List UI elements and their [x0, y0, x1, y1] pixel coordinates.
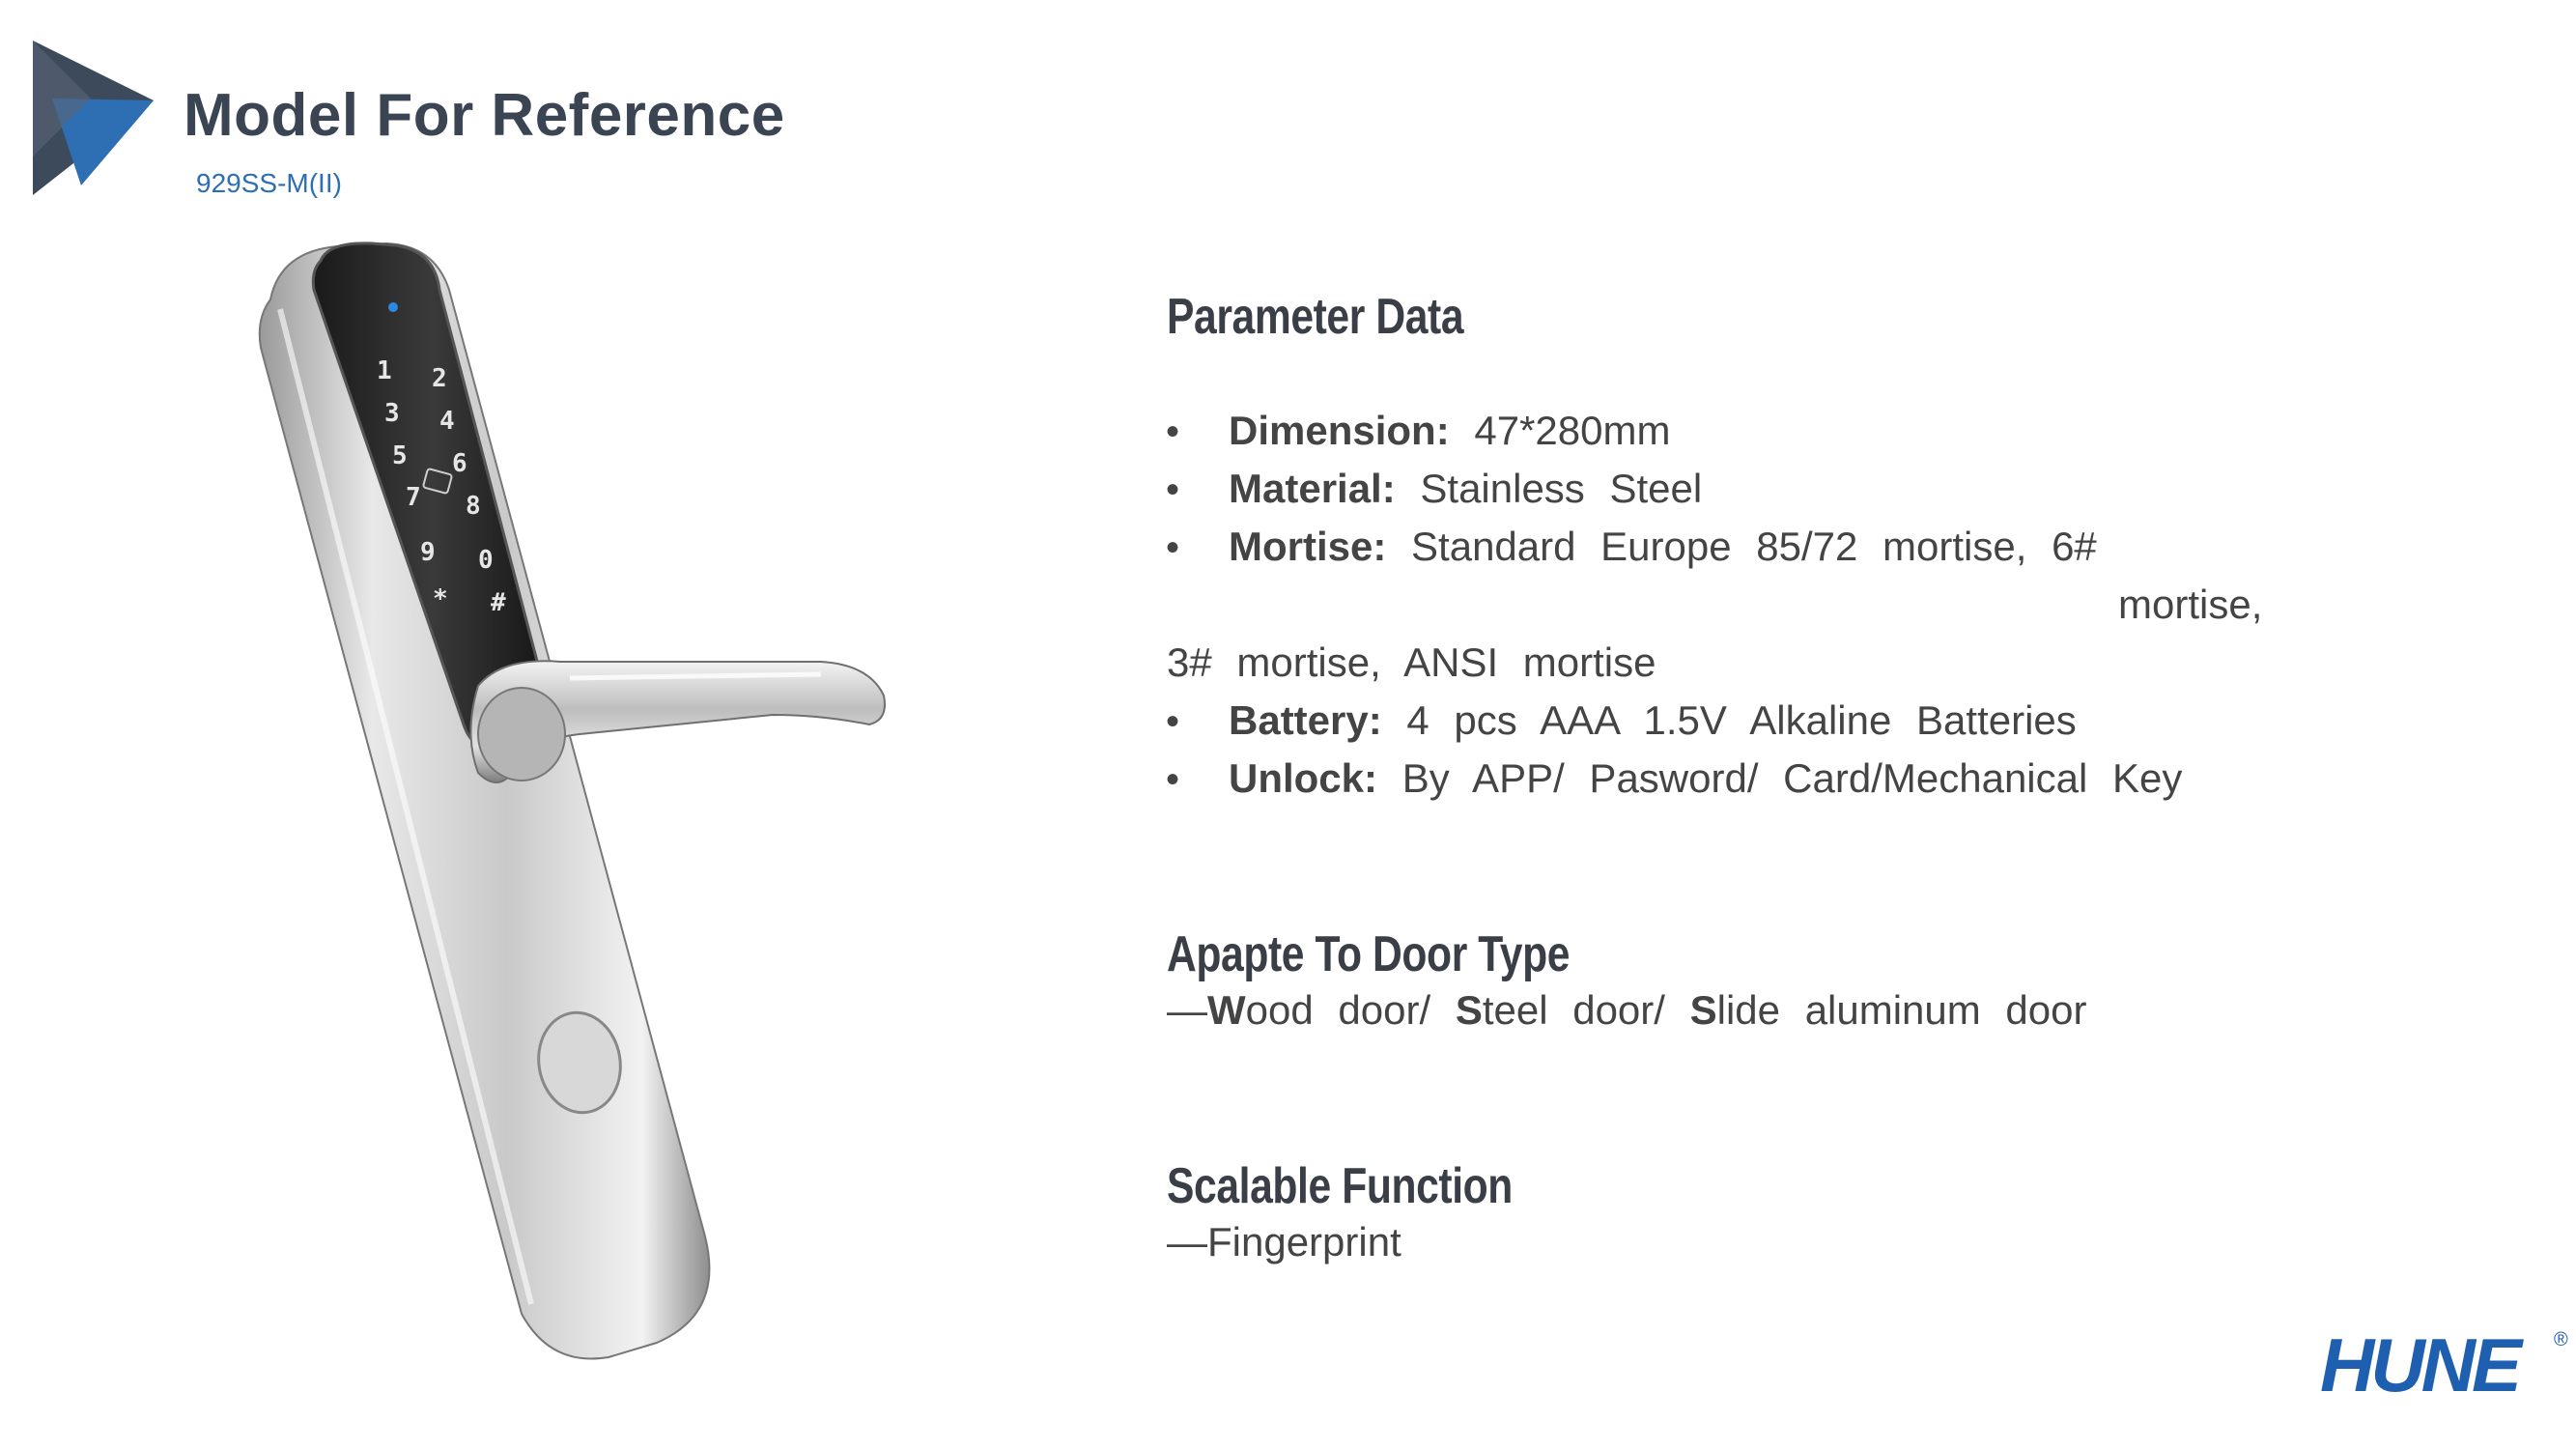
- key-5[interactable]: 5: [392, 441, 408, 470]
- param-value: Standard Europe 85/72 mortise, 6#: [1411, 524, 2097, 569]
- param-battery: [1229, 697, 2077, 744]
- bullet: •: [1166, 526, 1180, 569]
- model-number: 929SS-M(II): [196, 168, 342, 198]
- wood-door: ood door/: [1245, 987, 1431, 1033]
- lock-plate: [260, 243, 710, 1359]
- letter-w: W: [1207, 987, 1246, 1033]
- param-value: Stainless Steel: [1420, 466, 1703, 511]
- dash: —: [1167, 987, 1207, 1033]
- key-9[interactable]: 9: [420, 538, 436, 567]
- lever-handle[interactable]: [471, 661, 886, 782]
- smart-lock-image: [241, 232, 995, 1372]
- param-dimension: [1229, 408, 1670, 454]
- key-2[interactable]: 2: [432, 364, 447, 393]
- brand-name: HUNE: [2320, 1331, 2519, 1401]
- param-label: Battery:: [1229, 697, 1382, 743]
- param-label: Unlock:: [1229, 755, 1378, 801]
- param-label: Material:: [1229, 466, 1396, 511]
- param-label: Mortise:: [1229, 524, 1387, 569]
- key-4[interactable]: 4: [439, 407, 455, 436]
- logo-triangle-icon: [33, 41, 158, 195]
- param-material: [1229, 466, 1702, 512]
- param-unlock: [1229, 755, 2182, 802]
- door-type-heading: Apapte To Door Type: [1167, 926, 1571, 982]
- param-value: 47*280mm: [1474, 408, 1671, 453]
- key-star[interactable]: *: [433, 584, 448, 613]
- steel-door: teel door/: [1482, 987, 1665, 1033]
- hune-logo: [2320, 1331, 2552, 1401]
- bullet: •: [1166, 758, 1180, 801]
- key-3[interactable]: 3: [384, 399, 400, 428]
- param-value: 4 pcs AAA 1.5V Alkaline Batteries: [1406, 697, 2077, 743]
- key-hash[interactable]: #: [491, 588, 506, 617]
- letter-s: S: [1455, 987, 1483, 1033]
- bullet: •: [1166, 700, 1180, 743]
- letter-s: S: [1689, 987, 1717, 1033]
- registered-mark: ®: [2554, 1329, 2568, 1350]
- param-mortise-cont2: 3# mortise, ANSI mortise: [1167, 639, 1656, 685]
- parameter-heading: Parameter Data: [1167, 289, 1464, 345]
- scalable-value: —Fingerprint: [1167, 1219, 1401, 1264]
- bullet: •: [1166, 411, 1180, 453]
- scalable-heading: Scalable Function: [1167, 1158, 1513, 1214]
- bullet: •: [1166, 469, 1180, 511]
- key-8[interactable]: 8: [466, 492, 481, 521]
- key-6[interactable]: 6: [452, 449, 467, 478]
- page-title: Model For Reference: [184, 82, 785, 149]
- param-label: Dimension:: [1229, 408, 1450, 453]
- key-1[interactable]: 1: [377, 356, 392, 385]
- slide-door: lide aluminum door: [1716, 987, 2087, 1033]
- param-value: By APP/ Pasword/ Card/Mechanical Key: [1401, 755, 2183, 801]
- key-7[interactable]: 7: [406, 483, 421, 512]
- param-mortise: [1229, 524, 2097, 570]
- door-type-list: [1167, 987, 2087, 1034]
- key-0[interactable]: 0: [478, 546, 494, 575]
- param-mortise-cont1: mortise,: [2118, 582, 2263, 627]
